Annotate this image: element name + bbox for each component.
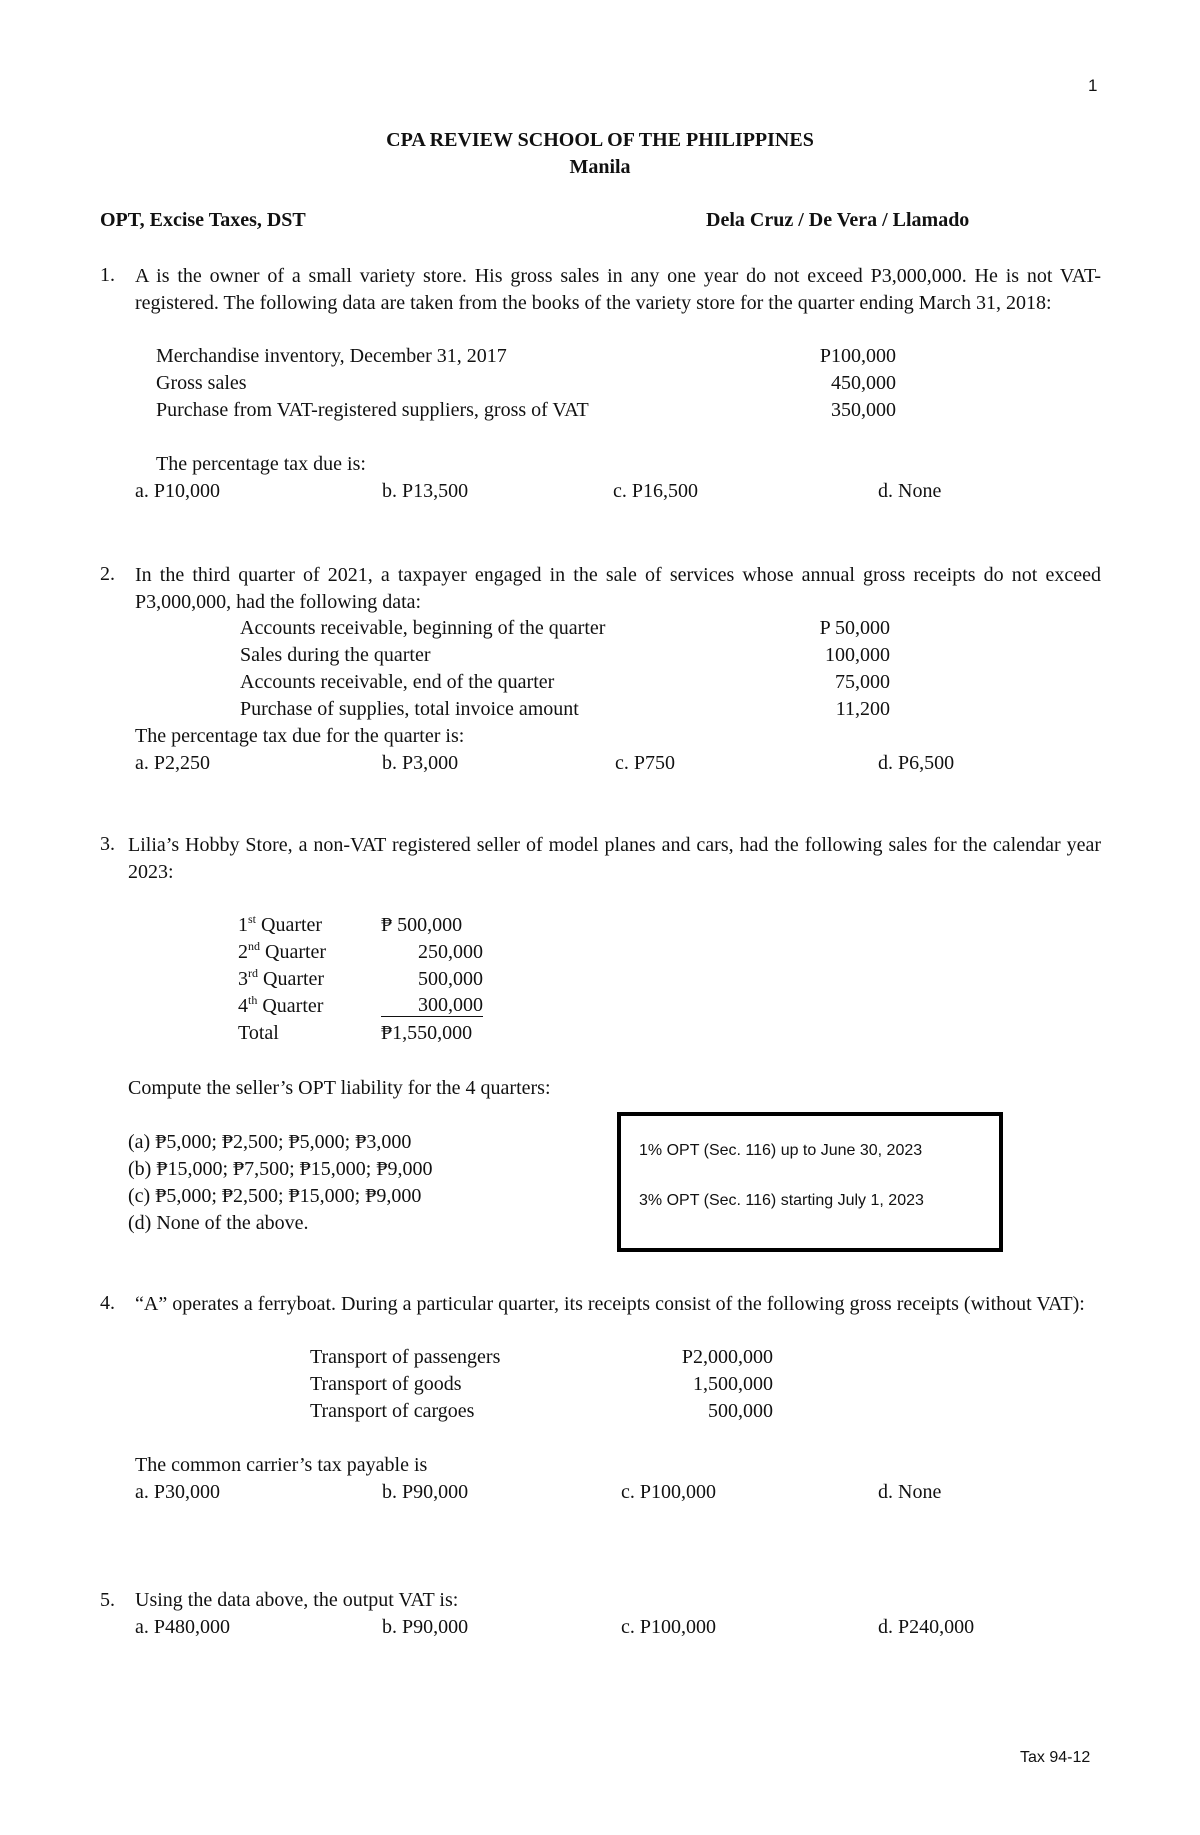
q1-row-value: P100,000 xyxy=(819,345,896,367)
opt-rate-note-line: 1% OPT (Sec. 116) up to June 30, 2023 xyxy=(639,1142,923,1159)
q3-question: Compute the seller’s OPT liability for the 4 quarters: xyxy=(128,1077,551,1099)
opt-rate-note-box xyxy=(617,1112,1003,1252)
q3-quarter-value: 500,000 xyxy=(418,968,483,990)
q2-row-value: 75,000 xyxy=(835,671,890,693)
q2-row-label: Purchase of supplies, total invoice amount xyxy=(240,698,579,720)
q4-choice-d: d. None xyxy=(878,1481,942,1503)
q3-quarter-label: 1st Quarter xyxy=(238,912,323,936)
school-title: CPA REVIEW SCHOOL OF THE PHILIPPINES xyxy=(386,129,814,151)
q1-question: The percentage tax due is: xyxy=(156,453,366,475)
q3-total-label: Total xyxy=(238,1022,279,1044)
page-number: 1 xyxy=(1088,76,1098,95)
q2-text: In the third quarter of 2021, a taxpayer engaged in the sale of services whose annual gross receipts do not exceed P3,000,000, had the following data: xyxy=(135,564,1101,613)
q3-choice-b: (b) ₱15,000; ₱7,500; ₱15,000; ₱9,000 xyxy=(128,1158,433,1180)
q1-choice-c: c. P16,500 xyxy=(613,480,698,502)
q2-question: The percentage tax due for the quarter is: xyxy=(135,725,465,747)
topic-title: OPT, Excise Taxes, DST xyxy=(100,209,306,231)
q1-number: 1. xyxy=(100,264,115,286)
school-city: Manila xyxy=(569,156,631,178)
q5-choice-d: d. P240,000 xyxy=(878,1616,975,1638)
q4-text: “A” operates a ferryboat. During a particular quarter, its receipts consist of the following gross receipts (without VAT): xyxy=(135,1293,1085,1315)
q1-row-value: 450,000 xyxy=(831,372,896,394)
authors: Dela Cruz / De Vera / Llamado xyxy=(706,209,970,231)
q3-quarter-value: 300,000 xyxy=(381,994,483,1017)
q4-row-value: 500,000 xyxy=(708,1400,773,1422)
q4-row-label: Transport of goods xyxy=(310,1373,462,1395)
q1-text: A is the owner of a small variety store. His gross sales in any one year do not exceed P3,000,000. He is not VAT-registered. The following data are taken from the books of the variety store for the quarter ending March 31, 2018: xyxy=(135,265,1101,314)
q1-choice-a: a. P10,000 xyxy=(135,480,220,502)
q2-row-value: 100,000 xyxy=(825,644,890,666)
q4-row-value: P2,000,000 xyxy=(681,1346,773,1368)
q3-quarter-label: 4th Quarter xyxy=(238,993,324,1017)
q2-row-label: Accounts receivable, beginning of the quarter xyxy=(240,617,606,639)
q4-choice-b: b. P90,000 xyxy=(382,1481,469,1503)
q5-number: 5. xyxy=(100,1589,115,1611)
q3-choice-d: (d) None of the above. xyxy=(128,1212,309,1234)
q5-choice-c: c. P100,000 xyxy=(621,1616,716,1638)
q2-choice-c: c. P750 xyxy=(615,752,675,774)
footer-code: Tax 94-12 xyxy=(1020,1749,1091,1766)
q4-row-label: Transport of cargoes xyxy=(310,1400,475,1422)
q3-total-value: ₱1,550,000 xyxy=(381,1022,473,1044)
q3-choice-a: (a) ₱5,000; ₱2,500; ₱5,000; ₱3,000 xyxy=(128,1131,412,1153)
q4-choice-a: a. P30,000 xyxy=(135,1481,220,1503)
q3-quarter-label: 3rd Quarter xyxy=(238,966,325,990)
q2-row-label: Accounts receivable, end of the quarter xyxy=(240,671,555,693)
q2-choice-d: d. P6,500 xyxy=(878,752,955,774)
q2-row-value: 11,200 xyxy=(835,698,890,720)
q4-row-label: Transport of passengers xyxy=(310,1346,501,1368)
q4-row-value: 1,500,000 xyxy=(693,1373,773,1395)
q2-choice-b: b. P3,000 xyxy=(382,752,459,774)
q4-number: 4. xyxy=(100,1292,115,1314)
q2-row-label: Sales during the quarter xyxy=(240,644,431,666)
q1-row-value: 350,000 xyxy=(831,399,896,421)
q3-choice-c: (c) ₱5,000; ₱2,500; ₱15,000; ₱9,000 xyxy=(128,1185,422,1207)
q4-question: The common carrier’s tax payable is xyxy=(135,1454,428,1476)
q2-choice-a: a. P2,250 xyxy=(135,752,210,774)
q2-row-value: P 50,000 xyxy=(819,617,890,639)
q1-row-label: Gross sales xyxy=(156,372,247,394)
q1-choice-b: b. P13,500 xyxy=(382,480,469,502)
q3-quarter-label: 2nd Quarter xyxy=(238,939,327,963)
q5-choice-a: a. P480,000 xyxy=(135,1616,230,1638)
q3-quarter-value: ₱ 500,000 xyxy=(381,914,463,936)
opt-rate-note-line: 3% OPT (Sec. 116) starting July 1, 2023 xyxy=(639,1192,924,1209)
q2-number: 2. xyxy=(100,563,115,585)
q4-choice-c: c. P100,000 xyxy=(621,1481,716,1503)
q3-number: 3. xyxy=(100,833,115,855)
q1-row-label: Purchase from VAT-registered suppliers, gross of VAT xyxy=(156,399,589,421)
q5-choice-b: b. P90,000 xyxy=(382,1616,469,1638)
q1-row-label: Merchandise inventory, December 31, 2017 xyxy=(156,345,507,367)
q5-text: Using the data above, the output VAT is: xyxy=(135,1589,459,1611)
q3-quarter-value: 250,000 xyxy=(418,941,483,963)
q1-choice-d: d. None xyxy=(878,480,942,502)
q3-text: Lilia’s Hobby Store, a non-VAT registered seller of model planes and cars, had the following sales for the calendar year 2023: xyxy=(128,834,1101,883)
